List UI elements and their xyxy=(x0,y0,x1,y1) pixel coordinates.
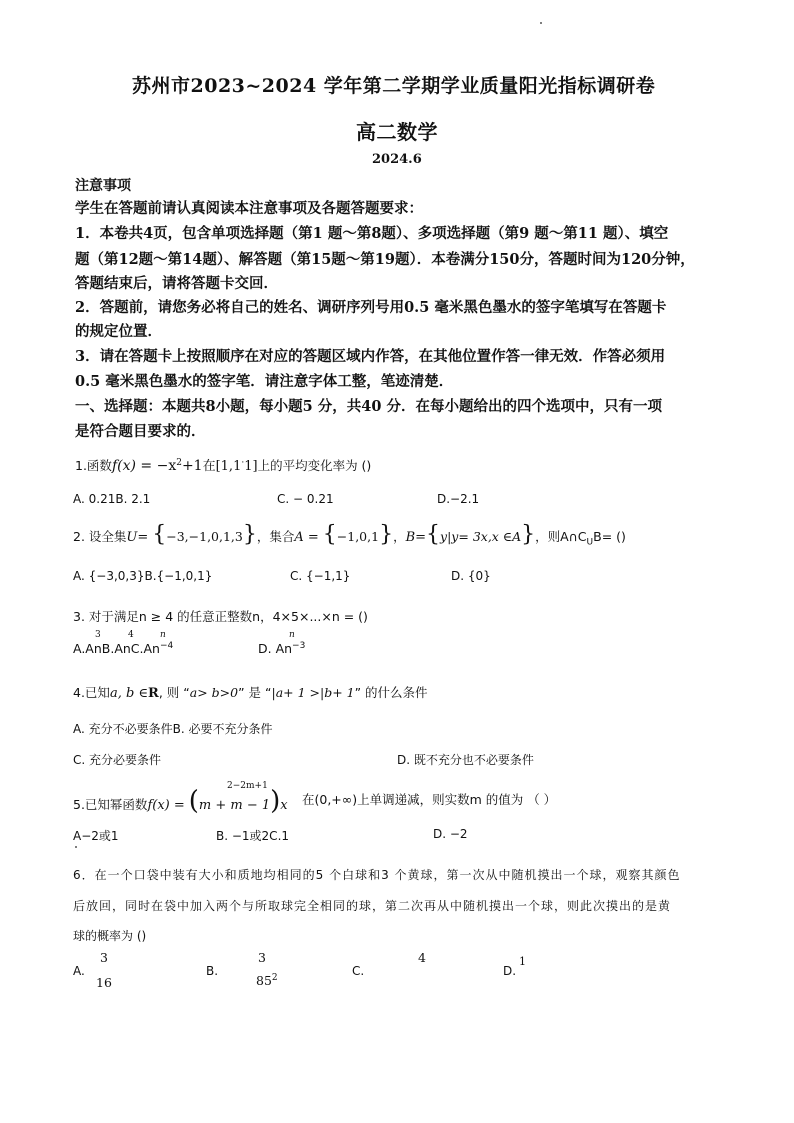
q5-condition: 在(0,+∞)上单调递减，则实数m 的值为 （ ） xyxy=(302,792,557,807)
q5-rparen: ) xyxy=(270,786,281,816)
q2-mid-2: ， xyxy=(393,529,406,544)
q4-condition-1: a> b>0 xyxy=(189,685,239,700)
question-1-stem xyxy=(75,455,371,474)
section-1-line-1: 一、选择题：本题共8小题，每小题5 分，共40 分．在每小题给出的四个选项中，只有一项 xyxy=(75,398,662,415)
q1-interval-dot: · xyxy=(241,457,245,468)
q6-option-b-extra: 2 xyxy=(271,973,278,983)
q4-stem-post: ” 的什么条件 xyxy=(354,685,428,700)
q2-lbrace-2: { xyxy=(322,522,337,547)
q4-stem-mid: , 则 “ xyxy=(158,685,190,700)
q6-option-b-denominator xyxy=(256,973,278,988)
q6-option-c-label: C. xyxy=(352,964,365,978)
q1-exp: 2 xyxy=(176,457,182,468)
q2-b-eq: B= xyxy=(405,530,427,545)
q5-option-d: D. −2 xyxy=(433,827,468,841)
q3-option-d-text: D. An xyxy=(258,641,293,657)
q2-a-set: −1,0,1 xyxy=(336,529,380,544)
q4-option-d: D. 既不充分也不必要条件 xyxy=(397,753,534,767)
section-1-line-2: 是符合题目要求的． xyxy=(75,423,206,440)
q2-rbrace-1: } xyxy=(242,522,257,547)
q3-option-c-sub: −4 xyxy=(159,641,174,651)
q2-mid-1: ，集合 xyxy=(256,529,295,544)
q1-option-c: C. − 0.21 xyxy=(277,492,334,506)
q6-option-d-label: D. xyxy=(503,964,517,978)
q5-exponent: 2−2m+1 xyxy=(227,781,268,791)
q2-a-eq: A = xyxy=(294,530,319,545)
q2-rbrace-3: } xyxy=(521,522,536,547)
q6-option-b-label: B. xyxy=(206,964,219,978)
q5-inner: m + m − 1 xyxy=(198,798,271,813)
q4-vars: a, b ∈ xyxy=(109,686,149,701)
exam-title: 苏州市2023~2024 学年第二学期学业质量阳光指标调研卷 xyxy=(132,75,656,97)
notice-intro: 学生在答题前请认真阅读本注意事项及各题答题要求： xyxy=(75,200,423,217)
q2-prefix: 2. 设全集 xyxy=(73,529,127,544)
q6-option-b-den-text: 85 xyxy=(256,973,272,989)
q2-tail-2: B= () xyxy=(593,529,626,544)
question-3-stem: 3. 对于满足n ≥ 4 的任意正整数n，4×5×...×n = () xyxy=(73,609,368,624)
q2-u-set: −3,−1,0,1,3 xyxy=(166,529,243,544)
q5-prefix: 5.已知幂函数 xyxy=(73,797,148,812)
notice-item-3-line-2: 0.5 毫米黑色墨水的签字笔．请注意字体工整，笔迹清楚． xyxy=(75,373,454,390)
question-5-stem xyxy=(73,788,288,814)
q5-option-a: A−2或1 xyxy=(73,829,119,843)
q2-u-eq: U= xyxy=(126,530,149,545)
q4-option-c: C. 充分必要条件 xyxy=(73,753,162,767)
notice-item-2-line-2: 的规定位置． xyxy=(75,323,162,340)
q6-option-a-numerator: 3 xyxy=(100,950,108,965)
notice-heading: 注意事项 xyxy=(75,178,131,194)
q2-tail: ，则A∩C xyxy=(535,529,587,544)
q1-eq: = −x xyxy=(135,458,177,474)
notice-item-1-line-1: 1．本卷共4页，包含单项选择题（第1 题～第8题）、多项选择题（第9 题～第11 题）、填空 xyxy=(75,225,669,242)
q1-suffix: 上的平均变化率为 () xyxy=(257,458,372,473)
notice-item-2-line-1: 2．答题前，请您务必将自己的姓名、调研序列号用0.5 毫米黑色墨水的签字笔填写在答题卡 xyxy=(75,299,667,316)
question-6-line-2: 后放回，同时在袋中加入两个与所取球完全相同的球，第二次再从中随机摸出一个球，则此次摸出的是黄 xyxy=(73,899,672,913)
q1-option-d: D.−2.1 xyxy=(437,492,480,506)
notice-item-3-line-1: 3．请在答题卡上按照顺序在对应的答题区域内作答，在其他位置作答一律无效．作答必须用 xyxy=(75,348,666,365)
q1-fx: f(x) xyxy=(111,458,136,474)
q4-option-ab: A. 充分不必要条件B. 必要不充分条件 xyxy=(73,722,273,736)
question-6-line-3: 球的概率为 () xyxy=(73,929,147,943)
q5-fx: f(x) = xyxy=(147,798,185,813)
q2-lbrace-1: { xyxy=(152,522,167,547)
question-4-stem xyxy=(73,683,428,701)
q2-option-c: C. {−1,1} xyxy=(290,569,351,583)
q1-option-ab: A. 0.21B. 2.1 xyxy=(73,492,151,506)
q6-option-a-denominator: 16 xyxy=(96,975,112,990)
subject-title: 高二数学 xyxy=(356,120,438,144)
q4-stem-pre: 4.已知 xyxy=(73,685,110,700)
q2-rbrace-2: } xyxy=(379,522,394,547)
q6-option-d-numerator: 1 xyxy=(519,955,526,968)
q3-sup-3: 3 xyxy=(95,630,101,640)
q2-lbrace-3: { xyxy=(426,522,441,547)
q2-option-d: D. {0} xyxy=(451,569,491,583)
q3-sup-n-2: n xyxy=(289,630,295,640)
q5-option-a-mark xyxy=(75,846,77,848)
question-6-line-1: 6．在一个口袋中装有大小和质地均相同的5 个白球和3 个黄球，第一次从中随机摸出一个球，观察其颜色 xyxy=(73,868,681,882)
q1-prefix: 1.函数 xyxy=(75,458,112,473)
q6-option-b-numerator: 3 xyxy=(258,950,266,965)
corner-mark xyxy=(540,22,542,24)
q4-stem-mid-2: ” 是 “ xyxy=(238,685,272,700)
q3-sup-n-1: n xyxy=(160,630,166,640)
q6-option-a-label: A. xyxy=(73,964,85,978)
q3-sup-4: 4 xyxy=(128,630,134,640)
q3-options-abc-text: A.AnB.AnC.An xyxy=(73,641,160,657)
q2-sub-u: U xyxy=(586,537,594,548)
q5-option-bc: B. −1或2C.1 xyxy=(216,829,290,843)
q1-rest: +1 xyxy=(181,458,203,474)
q6-option-c-numerator: 4 xyxy=(418,950,426,965)
question-2-stem xyxy=(73,524,626,548)
q1-interval-post: 1] xyxy=(244,459,258,474)
exam-date: 2024.6 xyxy=(372,152,422,167)
notice-item-1-line-3: 答题结束后，请将答题卡交回． xyxy=(75,275,278,292)
q2-b-set: y|y= 3x,x ∈A xyxy=(440,529,522,544)
q3-options-abc xyxy=(73,641,173,656)
q3-option-d xyxy=(258,641,305,656)
q5-lparen: ( xyxy=(188,786,199,816)
q4-real-set: R xyxy=(148,686,159,701)
q2-option-ab: A. {−3,0,3}B.{−1,0,1} xyxy=(73,569,213,583)
q5-x: x xyxy=(280,798,288,813)
q1-interval-pre: 在[1,1 xyxy=(202,459,242,474)
q3-option-d-sub: −3 xyxy=(292,641,306,651)
notice-item-1-line-2: 题（第12题～第14题）、解答题（第15题～第19题）．本卷满分150分，答题时间为120分钟， xyxy=(75,251,695,268)
q4-condition-2: |a+ 1 >|b+ 1 xyxy=(271,685,355,700)
